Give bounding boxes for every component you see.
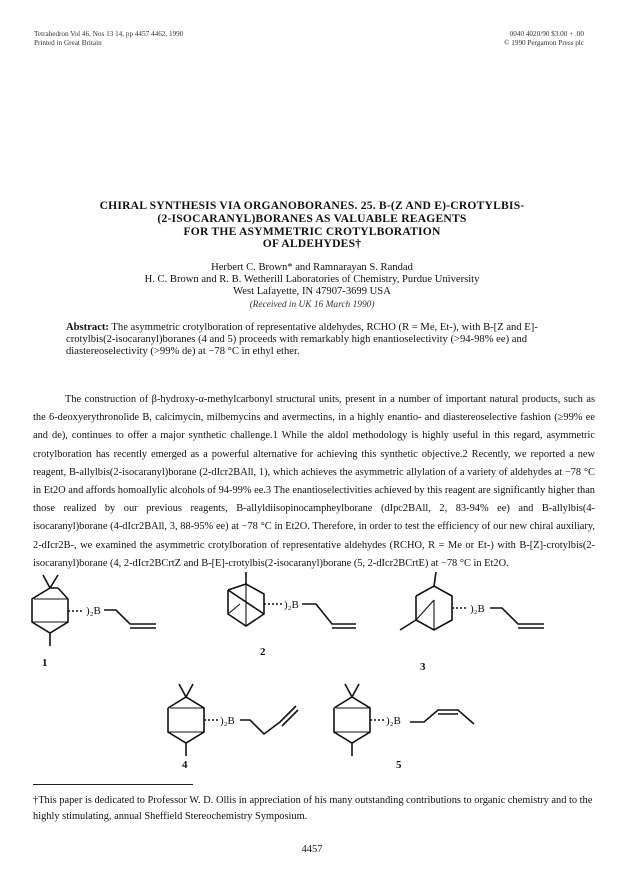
structure-3	[400, 572, 544, 673]
abstract-text: The asymmetric crotylboration of representative aldehydes, RCHO (R = Me, Et-), with B-[Z and E]-crotylbis(2-isocaranyl)boranes (4 and 5) proceeds with remarkably high enantioselectivity (>94-98% ee) and diastereoselectivity (>99% de) at −78 °C in ethyl ether.	[66, 322, 538, 358]
abstract-label: Abstract:	[66, 322, 109, 333]
structure-label-1: 1	[42, 657, 48, 669]
boron-label-3: )₂B	[470, 603, 485, 615]
title-line-4: OF ALDEHYDES†	[262, 237, 362, 251]
boron-label-5: )₂B	[386, 715, 401, 727]
page-number: 4457	[301, 844, 323, 855]
footnote: †This paper is dedicated to Professor W. D. Ollis in appreciation of his many outstanding contributions to organic chemistry and to the highly stimulating, annual Sheffield Stereochemistry Symposium.	[33, 795, 593, 822]
boron-label-2: )₂B	[284, 599, 299, 611]
author-affiliation: H. C. Brown and R. B. Wetherill Laboratories of Chemistry, Purdue University	[144, 274, 480, 286]
title-line-2: (2-ISOCARANYL)BORANES AS VALUABLE REAGENTS	[157, 211, 467, 225]
structure-4	[168, 684, 298, 771]
structure-1	[32, 575, 156, 669]
structure-label-2: 2	[260, 646, 266, 658]
structure-5	[334, 684, 474, 771]
structure-label-3: 3	[420, 661, 426, 673]
boron-label-1: )₂B	[86, 605, 101, 617]
author-names: Herbert C. Brown* and Ramnarayan S. Randad	[211, 262, 413, 273]
footnote-rule	[33, 784, 193, 785]
boron-label-4: )₂B	[220, 715, 235, 727]
title-line-3: FOR THE ASYMMETRIC CROTYLBORATION	[183, 224, 441, 238]
copyright-line: © 1990 Pergamon Press plc	[504, 39, 584, 47]
body-paragraph: The construction of β-hydroxy-α-methylcarbonyl structural units, present in a number of important natural products, such as the 6-deoxyerythronolide B, calcimycin, milbemycins and avermectins, in a highly enantio- and diastereoselective fashion (≥99% ee and de), continues to offer a major synthetic challenge.1 While the aldol methodology is highly useful in this regard, asymmetric crotylboration has recently emerged as a powerful alternative for achieving this synthetic objective.2 Recently, we reported a new reagent, B-allylbis(2-isocaranyl)borane (2-dIcr2BAll, 1), which achieves the asymmetric allylation of a variety of aldehydes at −78 °C in Et2O and affords homoallylic alcohols of 94-99% ee.3 The enantioselectivities achieved by this reagent are significantly higher than those realized by our previous reagents, B-allyldiisopinocampheylborane (dIpc2BAll, 2, 83-94% ee) and B-allylbis(4-isocaranyl)borane (4-dIcr2BAll, 3, 88-95% ee) at −78 °C in Et2O. Therefore, in order to test the efficiency of our new chiral auxiliary, 2-dIcr2B-, we examined the asymmetric crotylboration of representative aldehydes (RCHO, R = Me or Et-) with B-[Z]-crotylbis(2-isocaranyl)borane (4, 2-dIcr2BCrtZ and B-[E]-crotylbis(2-isocaranyl)borane (5, 2-dIcr2BCrtE) at −78 °C in Et2O.	[33, 394, 595, 569]
structure-label-5: 5	[396, 759, 402, 771]
author-address: West Lafayette, IN 47907-3699 USA	[233, 286, 391, 298]
title-line-1: CHIRAL SYNTHESIS VIA ORGANOBORANES. 25. B-(Z AND E)-CROTYLBIS-	[99, 199, 525, 212]
printed-in-line: Printed in Great Britain	[34, 39, 102, 47]
structure-2	[228, 572, 356, 658]
structure-label-4: 4	[182, 759, 188, 771]
journal-citation-line: Tetrahedron Vol 46, Nos 13 14, pp 4457 4462, 1990	[34, 30, 184, 38]
received-date: (Received in UK 16 March 1990)	[249, 299, 375, 310]
issn-price-line: 0040 4020/90 $3.00 + .00	[509, 30, 584, 38]
